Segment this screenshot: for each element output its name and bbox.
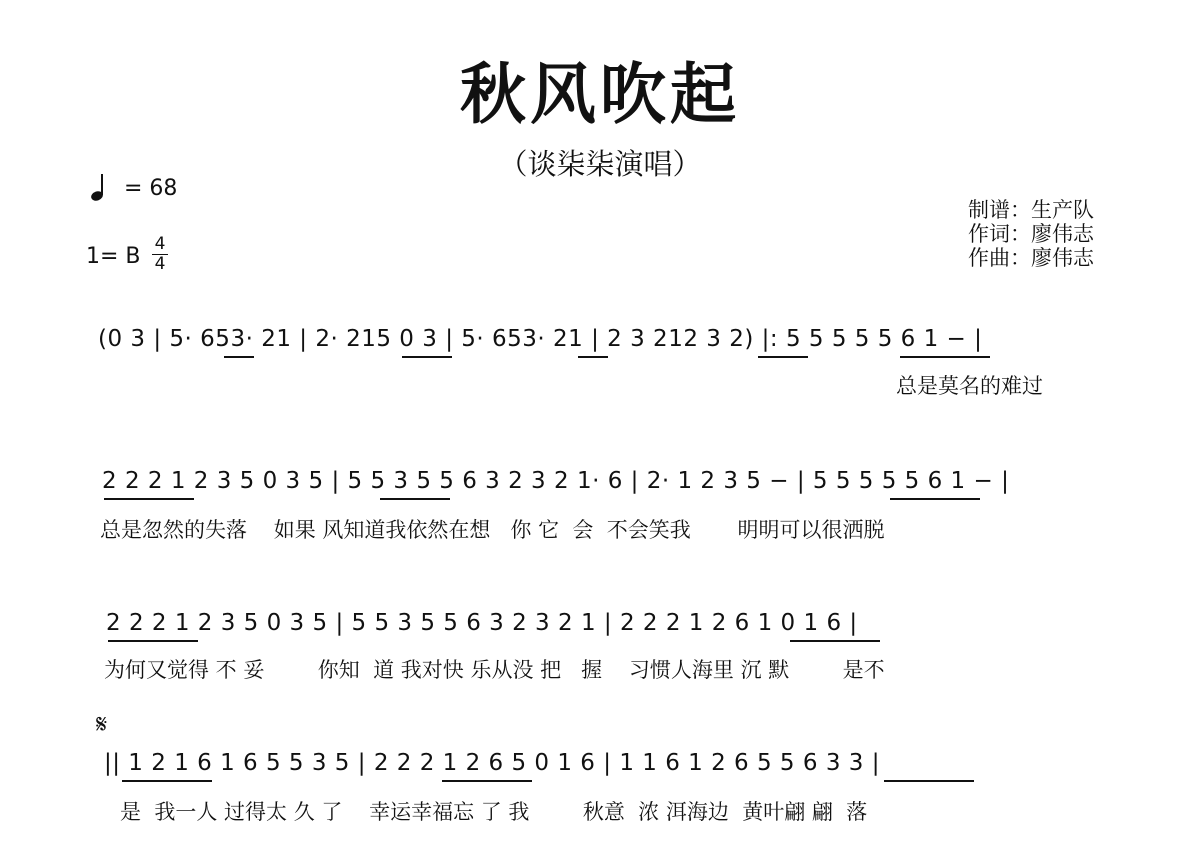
beam (884, 780, 974, 782)
lyrics-line: 总是莫名的难过 (896, 374, 1043, 398)
lyrics-line: 是 我一人 过得太 久 了 幸运幸福忘 了 我 秋意 浓 洱海边 黄叶翩 翩 落 (120, 800, 868, 824)
time-sig-bottom: 4 (154, 254, 166, 274)
credit-lyricist: 作词：廖伟志 (968, 222, 1094, 246)
lyrics-line: 为何又觉得 不 妥 你知 道 我对快 乐从没 把 握 习惯人海里 沉 默 是不 (104, 658, 885, 682)
beam (890, 498, 980, 500)
beam (380, 498, 450, 500)
segno-sign: 𝄋 (96, 710, 108, 740)
time-sig-top: 4 (152, 236, 168, 255)
tempo-value: = 68 (124, 176, 178, 201)
beam (442, 780, 532, 782)
beam (900, 356, 990, 358)
lyrics-line: 总是忽然的失落 如果 风知道我依然在想 你 它 会 不会笑我 明明可以很洒脱 (100, 518, 885, 542)
time-signature (152, 236, 168, 273)
singer-subtitle: （谈柒柒演唱） (498, 147, 702, 181)
song-title: 秋风吹起 (460, 56, 740, 133)
beam (104, 498, 194, 500)
key-value: 1= B (86, 244, 141, 269)
notation-line: 2 2 2 1 2 3 5 0 3 5 | 5 5 3 5 5 6 3 2 3 2 1· 6 | 2· 1 2 3 5 − | 5 5 5 5 5 6 1 − | (102, 468, 1010, 494)
credits (968, 198, 1094, 270)
notation-line: 2 2 2 1 2 3 5 0 3 5 | 5 5 3 5 5 6 3 2 3 2 1 | 2 2 2 1 2 6 1 0 1 6 | (106, 610, 858, 636)
beam (758, 356, 808, 358)
beam (122, 780, 212, 782)
beam (224, 356, 254, 358)
notation-line: || 1 2 1 6 1 6 5 5 3 5 | 2 2 2 1 2 6 5 0 1 6 | 1 1 6 1 2 6 5 5 6 3 3 | (104, 750, 880, 776)
credit-composer: 作曲：廖伟志 (968, 246, 1094, 270)
notation-line: (0 3 | 5· 653· 21 | 2· 215 0 3 | 5· 653· 21 | 2 3 212 3 2) |: 5 5 5 5 5 6 1 − | (98, 326, 983, 352)
beam (790, 640, 880, 642)
quarter-note-icon (88, 172, 128, 204)
beam (402, 356, 452, 358)
beam (108, 640, 198, 642)
credit-transcriber: 制谱：生产队 (968, 198, 1094, 222)
beam (578, 356, 608, 358)
